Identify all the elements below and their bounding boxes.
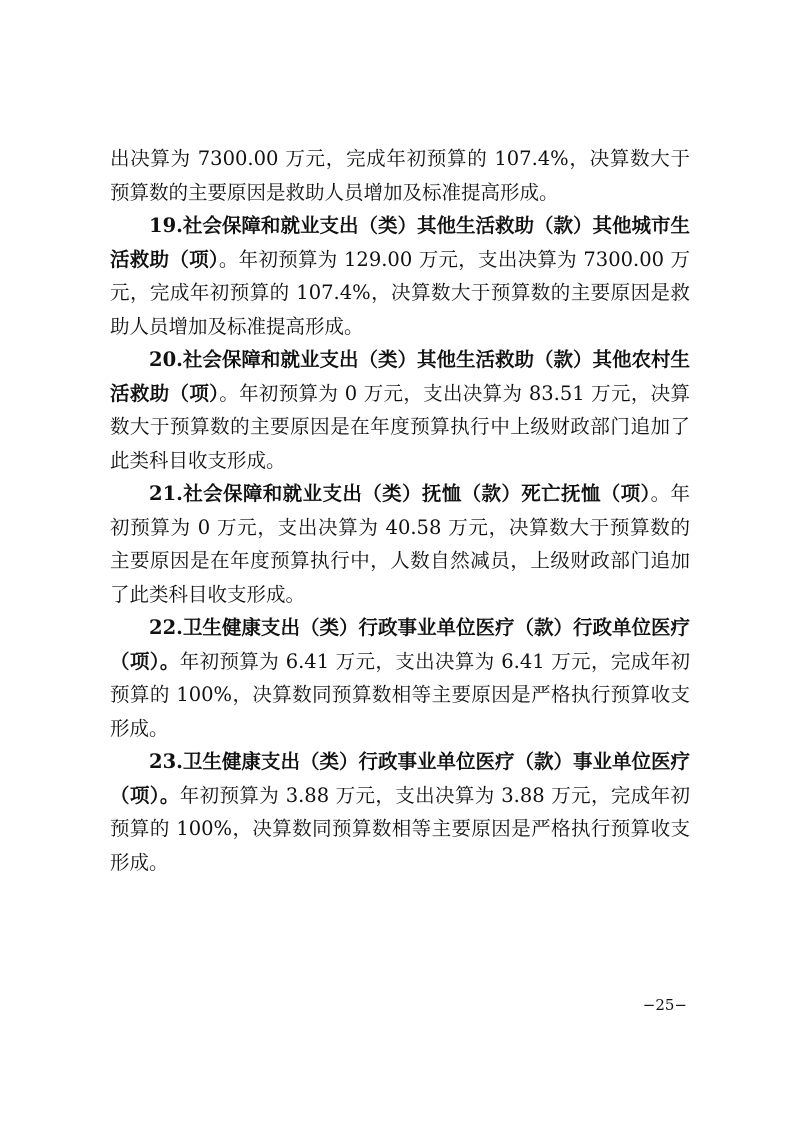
paragraph-item-20 <box>110 343 690 477</box>
paragraph-item-22 <box>110 611 690 745</box>
paragraph-body: 年初预算为 3.88 万元，支出决算为 3.88 万元，完成年初预算的 100%，决算数同预算数相等主要原因是严格执行预算收支形成。 <box>110 783 690 874</box>
paragraph-item-23 <box>110 745 690 879</box>
paragraph-body: 年初预算为 6.41 万元，支出决算为 6.41 万元，完成年初预算的 100%，决算数同预算数相等主要原因是严格执行预算收支形成。 <box>110 649 690 740</box>
paragraph-heading: 22.卫生健康支出（类）行政事业单位医疗（款）行政单位医疗（项）。 <box>110 616 690 673</box>
paragraph-body: 。年初预算为 0 万元，支出决算为 40.58 万元，决算数大于预算数的主要原因是在年度预算执行中，人数自然减员，上级财政部门追加了此类科目收支形成。 <box>110 482 690 606</box>
paragraph-item-19 <box>110 209 690 343</box>
paragraph-heading: 21.社会保障和就业支出（类）抚恤（款）死亡抚恤（项） <box>149 482 651 505</box>
paragraph-heading: 19.社会保障和就业支出（类）其他生活救助（款）其他城市生活救助（项） <box>110 214 690 271</box>
page-body <box>110 142 690 879</box>
paragraph-body: 。年初预算为 0 万元，支出决算为 83.51 万元，决算数大于预算数的主要原因是在年度预算执行中上级财政部门追加了此类科目收支形成。 <box>110 381 690 472</box>
page-number: −25− <box>642 996 687 1014</box>
paragraph-item-21 <box>110 477 690 611</box>
paragraph-continuation <box>110 142 690 209</box>
paragraph-body: 出决算为 7300.00 万元，完成年初预算的 107.4%，决算数大于预算数的主要原因是救助人员增加及标准提高形成。 <box>110 147 690 204</box>
paragraph-heading: 20.社会保障和就业支出（类）其他生活救助（款）其他农村生活救助（项） <box>110 348 690 405</box>
paragraph-heading: 23.卫生健康支出（类）行政事业单位医疗（款）事业单位医疗（项）。 <box>110 750 690 807</box>
paragraph-body: 。年初预算为 129.00 万元，支出决算为 7300.00 万元，完成年初预算的 107.4%，决算数大于预算数的主要原因是救助人员增加及标准提高形成。 <box>110 247 690 338</box>
